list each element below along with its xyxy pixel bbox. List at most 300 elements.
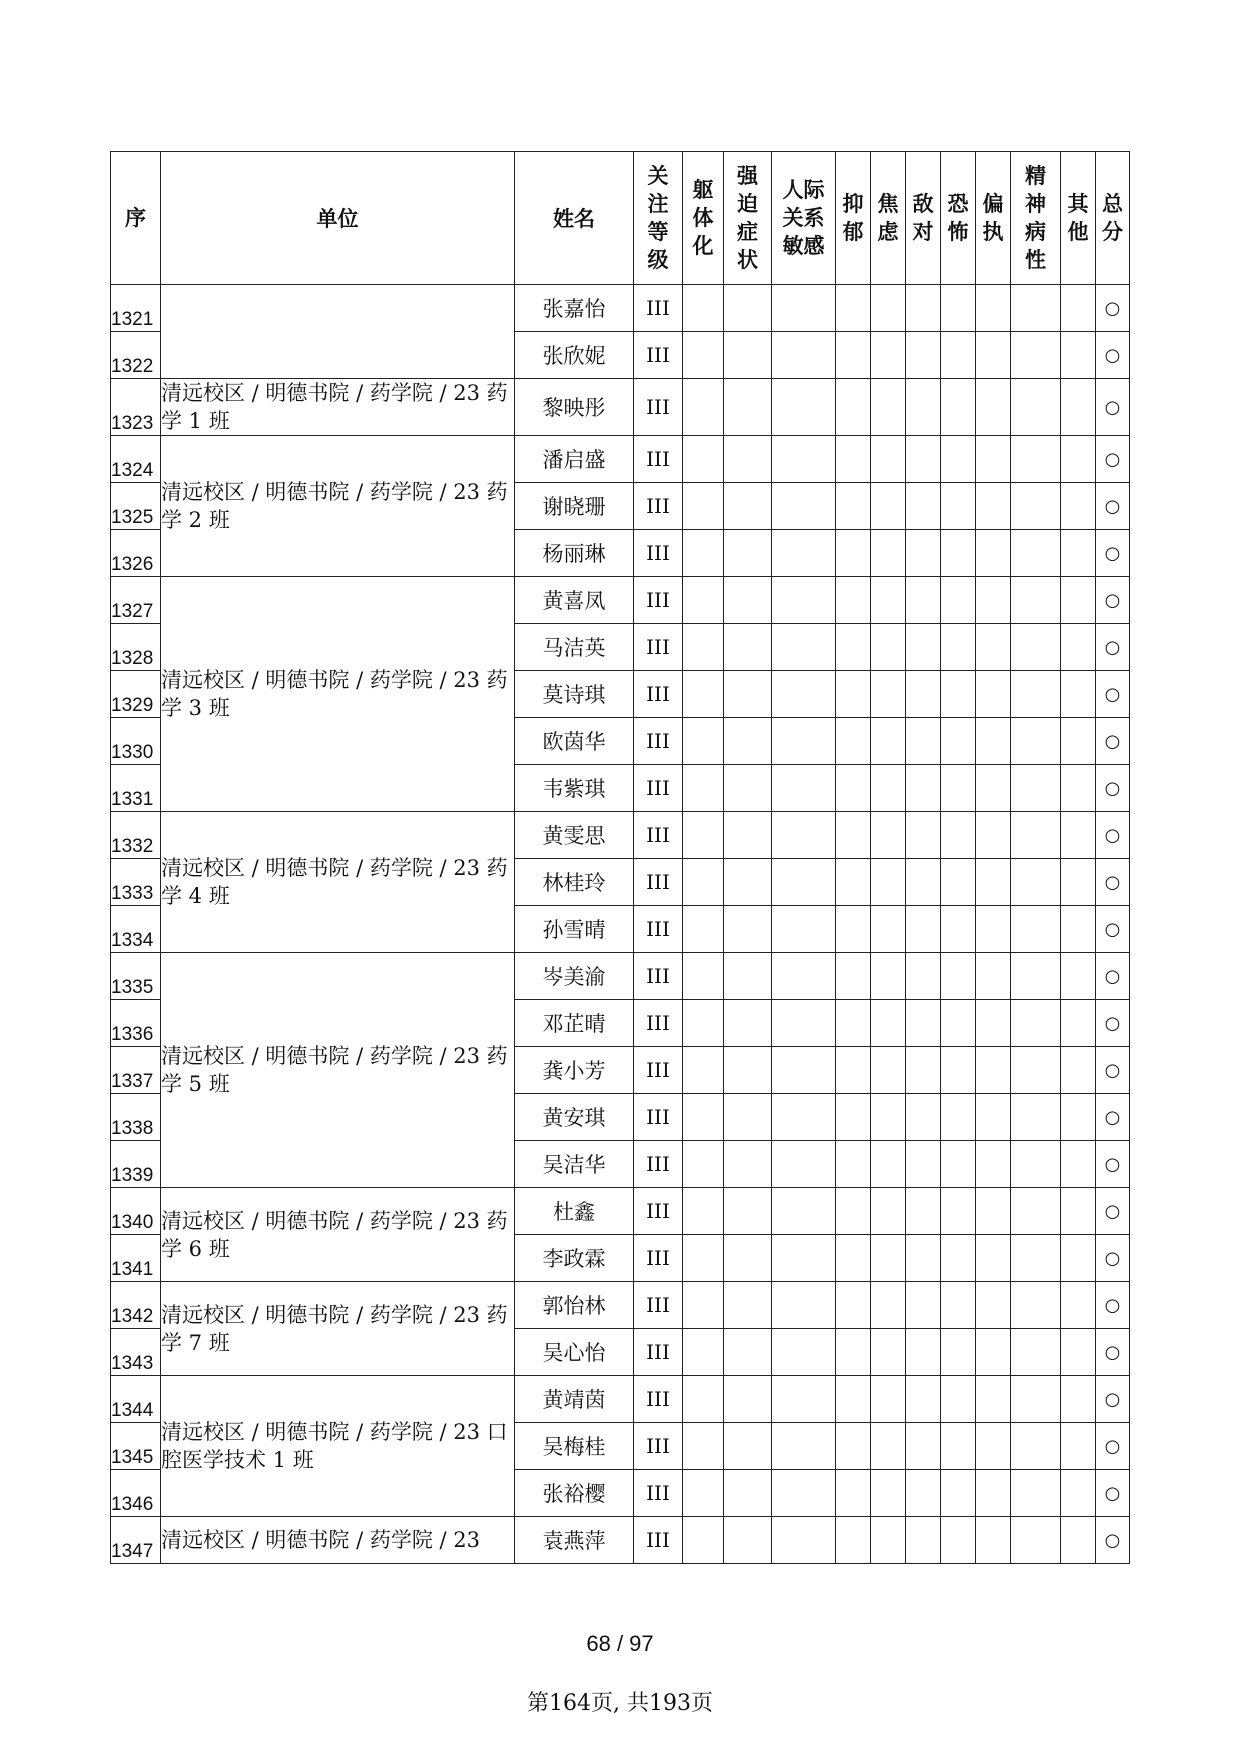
paranoia-cell xyxy=(976,718,1011,765)
seq-cell: 1324 xyxy=(111,436,161,483)
anxiety-cell xyxy=(871,1470,906,1517)
ocd-cell xyxy=(724,1000,772,1047)
somatization-cell xyxy=(683,379,724,436)
hostility-cell xyxy=(906,1470,941,1517)
total-score-cell: ○ xyxy=(1096,436,1130,483)
phobia-cell xyxy=(941,671,976,718)
header-unit: 单位 xyxy=(161,152,515,285)
table-row xyxy=(111,379,1130,436)
sensitivity-cell xyxy=(772,1329,836,1376)
total-score-cell: ○ xyxy=(1096,1141,1130,1188)
paranoia-cell xyxy=(976,1376,1011,1423)
paranoia-cell xyxy=(976,859,1011,906)
phobia-cell xyxy=(941,577,976,624)
hostility-cell xyxy=(906,379,941,436)
ocd-cell xyxy=(724,1423,772,1470)
sensitivity-cell xyxy=(772,1188,836,1235)
ocd-cell xyxy=(724,577,772,624)
paranoia-cell xyxy=(976,624,1011,671)
depression-cell xyxy=(836,671,871,718)
sensitivity-cell xyxy=(772,1141,836,1188)
unit-cell: 清远校区 / 明德书院 / 药学院 / 23 口腔医学技术 1 班 xyxy=(161,1376,515,1517)
total-score-cell: ○ xyxy=(1096,577,1130,624)
level-cell: III xyxy=(634,1282,683,1329)
name-cell: 黄雯思 xyxy=(515,812,634,859)
anxiety-cell xyxy=(871,530,906,577)
paranoia-cell xyxy=(976,285,1011,332)
level-cell: III xyxy=(634,577,683,624)
psychoticism-cell xyxy=(1011,906,1061,953)
name-cell: 张欣妮 xyxy=(515,332,634,379)
paranoia-cell xyxy=(976,436,1011,483)
other-cell xyxy=(1061,1517,1096,1564)
seq-cell: 1347 xyxy=(111,1517,161,1564)
name-cell: 莫诗琪 xyxy=(515,671,634,718)
depression-cell xyxy=(836,624,871,671)
page-number: 68 / 97 xyxy=(586,1631,654,1656)
sensitivity-cell xyxy=(772,1000,836,1047)
phobia-cell xyxy=(941,1423,976,1470)
hostility-cell xyxy=(906,859,941,906)
name-cell: 张嘉怡 xyxy=(515,285,634,332)
ocd-cell xyxy=(724,859,772,906)
header-row xyxy=(111,152,1130,285)
sensitivity-cell xyxy=(772,1470,836,1517)
anxiety-cell xyxy=(871,483,906,530)
ocd-cell xyxy=(724,332,772,379)
other-cell xyxy=(1061,1141,1096,1188)
other-cell xyxy=(1061,1470,1096,1517)
name-cell: 谢晓珊 xyxy=(515,483,634,530)
paranoia-cell xyxy=(976,812,1011,859)
seq-cell: 1337 xyxy=(111,1047,161,1094)
depression-cell xyxy=(836,1188,871,1235)
total-score-cell: ○ xyxy=(1096,1517,1130,1564)
total-score-cell: ○ xyxy=(1096,285,1130,332)
somatization-cell xyxy=(683,1000,724,1047)
depression-cell xyxy=(836,436,871,483)
paranoia-cell xyxy=(976,765,1011,812)
hostility-cell xyxy=(906,1047,941,1094)
other-cell xyxy=(1061,1423,1096,1470)
other-cell xyxy=(1061,577,1096,624)
total-score-cell: ○ xyxy=(1096,953,1130,1000)
sensitivity-cell xyxy=(772,953,836,1000)
hostility-cell xyxy=(906,436,941,483)
seq-cell: 1339 xyxy=(111,1141,161,1188)
ocd-cell xyxy=(724,765,772,812)
ocd-cell xyxy=(724,953,772,1000)
hostility-cell xyxy=(906,483,941,530)
somatization-cell xyxy=(683,953,724,1000)
total-score-cell: ○ xyxy=(1096,1329,1130,1376)
sensitivity-cell xyxy=(772,577,836,624)
level-cell: III xyxy=(634,1047,683,1094)
depression-cell xyxy=(836,1141,871,1188)
level-cell: III xyxy=(634,812,683,859)
total-score-cell: ○ xyxy=(1096,530,1130,577)
other-cell xyxy=(1061,436,1096,483)
name-cell: 杨丽琳 xyxy=(515,530,634,577)
depression-cell xyxy=(836,1470,871,1517)
unit-cell: 清远校区 / 明德书院 / 药学院 / 23 药学 7 班 xyxy=(161,1282,515,1376)
anxiety-cell xyxy=(871,1376,906,1423)
name-cell: 黄靖茵 xyxy=(515,1376,634,1423)
depression-cell xyxy=(836,332,871,379)
anxiety-cell xyxy=(871,1329,906,1376)
table-body xyxy=(111,285,1130,1564)
depression-cell xyxy=(836,953,871,1000)
phobia-cell xyxy=(941,379,976,436)
anxiety-cell xyxy=(871,436,906,483)
level-cell: III xyxy=(634,624,683,671)
hostility-cell xyxy=(906,906,941,953)
total-score-cell: ○ xyxy=(1096,906,1130,953)
header-name: 姓名 xyxy=(515,152,634,285)
phobia-cell xyxy=(941,953,976,1000)
psychoticism-cell xyxy=(1011,953,1061,1000)
paranoia-cell xyxy=(976,1235,1011,1282)
level-cell: III xyxy=(634,765,683,812)
somatization-cell xyxy=(683,577,724,624)
name-cell: 吴洁华 xyxy=(515,1141,634,1188)
table-row xyxy=(111,436,1130,483)
other-cell xyxy=(1061,906,1096,953)
ocd-cell xyxy=(724,1235,772,1282)
hostility-cell xyxy=(906,765,941,812)
psychoticism-cell xyxy=(1011,671,1061,718)
level-cell: III xyxy=(634,671,683,718)
sensitivity-cell xyxy=(772,859,836,906)
depression-cell xyxy=(836,1047,871,1094)
level-cell: III xyxy=(634,1000,683,1047)
header-somatization: 躯体化 xyxy=(683,152,724,285)
table-row xyxy=(111,1517,1130,1564)
name-cell: 岑美渝 xyxy=(515,953,634,1000)
hostility-cell xyxy=(906,624,941,671)
level-cell: III xyxy=(634,1188,683,1235)
somatization-cell xyxy=(683,1423,724,1470)
sensitivity-cell xyxy=(772,1423,836,1470)
depression-cell xyxy=(836,1517,871,1564)
somatization-cell xyxy=(683,718,724,765)
header-anxiety: 焦虑 xyxy=(871,152,906,285)
psychoticism-cell xyxy=(1011,285,1061,332)
paranoia-cell xyxy=(976,671,1011,718)
somatization-cell xyxy=(683,436,724,483)
other-cell xyxy=(1061,530,1096,577)
level-cell: III xyxy=(634,1329,683,1376)
psychoticism-cell xyxy=(1011,530,1061,577)
seq-cell: 1345 xyxy=(111,1423,161,1470)
sensitivity-cell xyxy=(772,332,836,379)
ocd-cell xyxy=(724,483,772,530)
depression-cell xyxy=(836,577,871,624)
depression-cell xyxy=(836,1000,871,1047)
other-cell xyxy=(1061,624,1096,671)
depression-cell xyxy=(836,1094,871,1141)
ocd-cell xyxy=(724,1470,772,1517)
ocd-cell xyxy=(724,624,772,671)
unit-cell: 清远校区 / 明德书院 / 药学院 / 23 药学 5 班 xyxy=(161,953,515,1188)
paranoia-cell xyxy=(976,906,1011,953)
name-cell: 吴心怡 xyxy=(515,1329,634,1376)
seq-cell: 1327 xyxy=(111,577,161,624)
somatization-cell xyxy=(683,1047,724,1094)
page-footer: 第164页, 共193页 xyxy=(527,1691,713,1716)
anxiety-cell xyxy=(871,1141,906,1188)
name-cell: 郭怡林 xyxy=(515,1282,634,1329)
anxiety-cell xyxy=(871,624,906,671)
seq-cell: 1331 xyxy=(111,765,161,812)
table-row xyxy=(111,812,1130,859)
header-ocd: 强迫症状 xyxy=(724,152,772,285)
somatization-cell xyxy=(683,1282,724,1329)
paranoia-cell xyxy=(976,1141,1011,1188)
phobia-cell xyxy=(941,1141,976,1188)
phobia-cell xyxy=(941,1094,976,1141)
other-cell xyxy=(1061,285,1096,332)
table-row xyxy=(111,1282,1130,1329)
somatization-cell xyxy=(683,1094,724,1141)
unit-cell xyxy=(161,285,515,379)
phobia-cell xyxy=(941,1188,976,1235)
phobia-cell xyxy=(941,1376,976,1423)
level-cell: III xyxy=(634,953,683,1000)
phobia-cell xyxy=(941,1282,976,1329)
psychoticism-cell xyxy=(1011,1047,1061,1094)
ocd-cell xyxy=(724,1094,772,1141)
hostility-cell xyxy=(906,577,941,624)
hostility-cell xyxy=(906,671,941,718)
psychoticism-cell xyxy=(1011,1470,1061,1517)
anxiety-cell xyxy=(871,718,906,765)
anxiety-cell xyxy=(871,1235,906,1282)
total-score-cell: ○ xyxy=(1096,718,1130,765)
name-cell: 龚小芳 xyxy=(515,1047,634,1094)
somatization-cell xyxy=(683,285,724,332)
psychoticism-cell xyxy=(1011,1141,1061,1188)
paranoia-cell xyxy=(976,530,1011,577)
sensitivity-cell xyxy=(772,906,836,953)
sensitivity-cell xyxy=(772,379,836,436)
psychoticism-cell xyxy=(1011,1235,1061,1282)
other-cell xyxy=(1061,718,1096,765)
level-cell: III xyxy=(634,1141,683,1188)
hostility-cell xyxy=(906,1517,941,1564)
name-cell: 黄喜凤 xyxy=(515,577,634,624)
anxiety-cell xyxy=(871,1000,906,1047)
sensitivity-cell xyxy=(772,1235,836,1282)
other-cell xyxy=(1061,953,1096,1000)
total-score-cell: ○ xyxy=(1096,1000,1130,1047)
header-phobia: 恐怖 xyxy=(941,152,976,285)
header-seq: 序 xyxy=(111,152,161,285)
name-cell: 马洁英 xyxy=(515,624,634,671)
anxiety-cell xyxy=(871,332,906,379)
anxiety-cell xyxy=(871,812,906,859)
depression-cell xyxy=(836,1423,871,1470)
hostility-cell xyxy=(906,812,941,859)
sensitivity-cell xyxy=(772,1517,836,1564)
other-cell xyxy=(1061,379,1096,436)
table-row xyxy=(111,1376,1130,1423)
seq-cell: 1329 xyxy=(111,671,161,718)
sensitivity-cell xyxy=(772,718,836,765)
level-cell: III xyxy=(634,1517,683,1564)
somatization-cell xyxy=(683,906,724,953)
psychoticism-cell xyxy=(1011,483,1061,530)
hostility-cell xyxy=(906,1282,941,1329)
level-cell: III xyxy=(634,718,683,765)
name-cell: 邓芷晴 xyxy=(515,1000,634,1047)
seq-cell: 1321 xyxy=(111,285,161,332)
ocd-cell xyxy=(724,436,772,483)
total-score-cell: ○ xyxy=(1096,1282,1130,1329)
name-cell: 李政霖 xyxy=(515,1235,634,1282)
anxiety-cell xyxy=(871,1517,906,1564)
phobia-cell xyxy=(941,718,976,765)
other-cell xyxy=(1061,1188,1096,1235)
seq-cell: 1323 xyxy=(111,379,161,436)
level-cell: III xyxy=(634,332,683,379)
sensitivity-cell xyxy=(772,1282,836,1329)
hostility-cell xyxy=(906,332,941,379)
total-score-cell: ○ xyxy=(1096,332,1130,379)
level-cell: III xyxy=(634,285,683,332)
seq-cell: 1332 xyxy=(111,812,161,859)
name-cell: 吴梅桂 xyxy=(515,1423,634,1470)
phobia-cell xyxy=(941,1047,976,1094)
level-cell: III xyxy=(634,859,683,906)
ocd-cell xyxy=(724,1517,772,1564)
seq-cell: 1344 xyxy=(111,1376,161,1423)
psychoticism-cell xyxy=(1011,1000,1061,1047)
ocd-cell xyxy=(724,812,772,859)
total-score-cell: ○ xyxy=(1096,379,1130,436)
phobia-cell xyxy=(941,436,976,483)
somatization-cell xyxy=(683,671,724,718)
sensitivity-cell xyxy=(772,765,836,812)
total-score-cell: ○ xyxy=(1096,1094,1130,1141)
other-cell xyxy=(1061,483,1096,530)
sensitivity-cell xyxy=(772,671,836,718)
paranoia-cell xyxy=(976,1047,1011,1094)
other-cell xyxy=(1061,859,1096,906)
somatization-cell xyxy=(683,1517,724,1564)
unit-cell: 清远校区 / 明德书院 / 药学院 / 23 xyxy=(161,1517,515,1564)
total-score-cell: ○ xyxy=(1096,671,1130,718)
somatization-cell xyxy=(683,765,724,812)
unit-cell: 清远校区 / 明德书院 / 药学院 / 23 药学 1 班 xyxy=(161,379,515,436)
hostility-cell xyxy=(906,285,941,332)
psychoticism-cell xyxy=(1011,436,1061,483)
psychoticism-cell xyxy=(1011,1094,1061,1141)
sensitivity-cell xyxy=(772,483,836,530)
other-cell xyxy=(1061,812,1096,859)
seq-cell: 1338 xyxy=(111,1094,161,1141)
depression-cell xyxy=(836,1282,871,1329)
somatization-cell xyxy=(683,624,724,671)
paranoia-cell xyxy=(976,1329,1011,1376)
header-paranoia: 偏执 xyxy=(976,152,1011,285)
name-cell: 袁燕萍 xyxy=(515,1517,634,1564)
student-table xyxy=(110,151,1130,1564)
total-score-cell: ○ xyxy=(1096,859,1130,906)
total-score-cell: ○ xyxy=(1096,624,1130,671)
anxiety-cell xyxy=(871,577,906,624)
phobia-cell xyxy=(941,859,976,906)
sensitivity-cell xyxy=(772,1094,836,1141)
somatization-cell xyxy=(683,530,724,577)
header-total: 总分 xyxy=(1096,152,1130,285)
level-cell: III xyxy=(634,530,683,577)
unit-cell: 清远校区 / 明德书院 / 药学院 / 23 药学 3 班 xyxy=(161,577,515,812)
ocd-cell xyxy=(724,1329,772,1376)
total-score-cell: ○ xyxy=(1096,1423,1130,1470)
psychoticism-cell xyxy=(1011,577,1061,624)
name-cell: 黎映彤 xyxy=(515,379,634,436)
other-cell xyxy=(1061,1376,1096,1423)
name-cell: 杜鑫 xyxy=(515,1188,634,1235)
psychoticism-cell xyxy=(1011,1188,1061,1235)
psychoticism-cell xyxy=(1011,379,1061,436)
header-sensitivity: 人际关系敏感 xyxy=(772,152,836,285)
ocd-cell xyxy=(724,1141,772,1188)
depression-cell xyxy=(836,1235,871,1282)
psychoticism-cell xyxy=(1011,1329,1061,1376)
anxiety-cell xyxy=(871,1047,906,1094)
seq-cell: 1333 xyxy=(111,859,161,906)
ocd-cell xyxy=(724,906,772,953)
hostility-cell xyxy=(906,530,941,577)
anxiety-cell xyxy=(871,1282,906,1329)
phobia-cell xyxy=(941,1470,976,1517)
anxiety-cell xyxy=(871,1188,906,1235)
somatization-cell xyxy=(683,1329,724,1376)
phobia-cell xyxy=(941,906,976,953)
psychoticism-cell xyxy=(1011,1423,1061,1470)
phobia-cell xyxy=(941,1000,976,1047)
other-cell xyxy=(1061,671,1096,718)
table-row xyxy=(111,577,1130,624)
ocd-cell xyxy=(724,1188,772,1235)
seq-cell: 1330 xyxy=(111,718,161,765)
psychoticism-cell xyxy=(1011,1517,1061,1564)
depression-cell xyxy=(836,812,871,859)
unit-cell: 清远校区 / 明德书院 / 药学院 / 23 药学 4 班 xyxy=(161,812,515,953)
level-cell: III xyxy=(634,1235,683,1282)
sensitivity-cell xyxy=(772,812,836,859)
depression-cell xyxy=(836,379,871,436)
psychoticism-cell xyxy=(1011,1282,1061,1329)
total-score-cell: ○ xyxy=(1096,1235,1130,1282)
hostility-cell xyxy=(906,1094,941,1141)
other-cell xyxy=(1061,1094,1096,1141)
name-cell: 欧茵华 xyxy=(515,718,634,765)
hostility-cell xyxy=(906,1376,941,1423)
psychoticism-cell xyxy=(1011,332,1061,379)
paranoia-cell xyxy=(976,1188,1011,1235)
table-row xyxy=(111,953,1130,1000)
other-cell xyxy=(1061,1329,1096,1376)
paranoia-cell xyxy=(976,1470,1011,1517)
seq-cell: 1343 xyxy=(111,1329,161,1376)
phobia-cell xyxy=(941,1329,976,1376)
depression-cell xyxy=(836,483,871,530)
anxiety-cell xyxy=(871,285,906,332)
paranoia-cell xyxy=(976,483,1011,530)
